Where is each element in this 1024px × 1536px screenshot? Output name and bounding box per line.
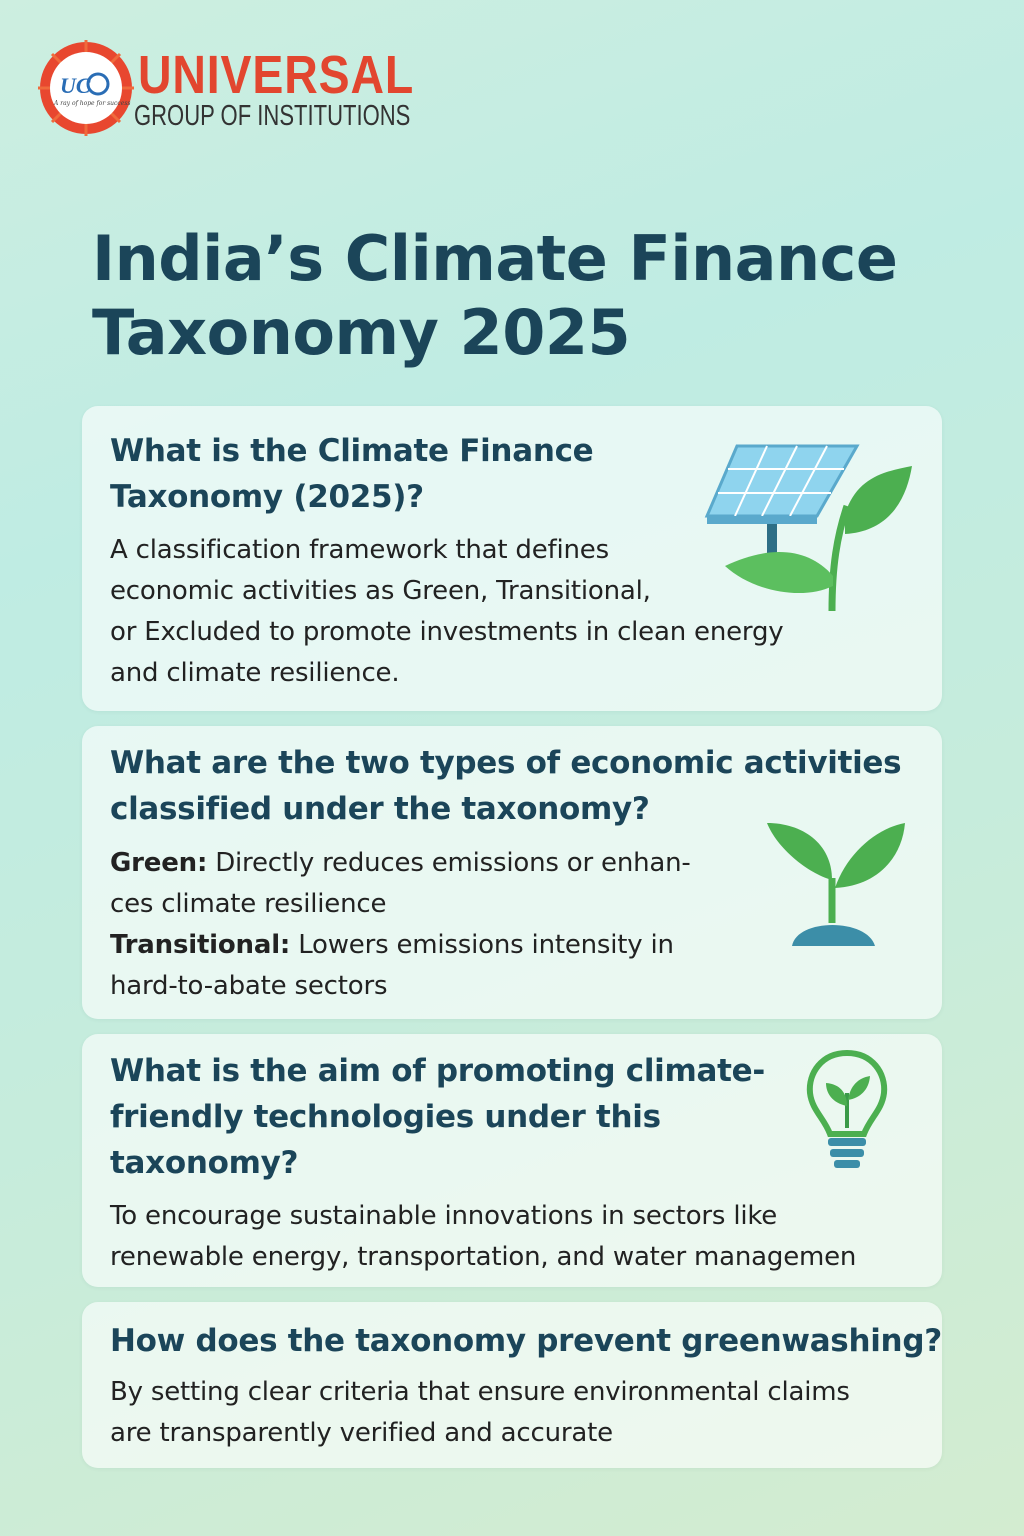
brand-name: UNIVERSAL	[138, 45, 415, 105]
card-greenwashing	[82, 1302, 942, 1468]
transitional-text-cont: hard-to-abate sectors	[110, 971, 388, 1001]
answer-line: or Excluded to promote investments in clean energy	[110, 617, 784, 647]
sprout-icon	[752, 818, 912, 948]
green-label: Green:	[110, 848, 208, 878]
badge-text: UC	[60, 73, 91, 98]
answer-line: To encourage sustainable innovations in sectors like	[110, 1201, 778, 1231]
answer-line: and climate resilience.	[110, 658, 400, 688]
sun-badge-icon	[38, 40, 134, 136]
green-text-cont: ces climate resilience	[110, 889, 387, 919]
answer-line: renewable energy, transportation, and water managemen	[110, 1242, 857, 1272]
question-line: How does the taxonomy prevent greenwashing?	[110, 1323, 942, 1359]
card-question	[110, 1048, 765, 1186]
card-question	[110, 428, 593, 520]
question-line: classified under the taxonomy?	[110, 791, 650, 827]
card-answer	[110, 530, 783, 694]
green-text: Directly reduces emissions or enhan-	[207, 848, 691, 878]
card-answer	[110, 843, 691, 1007]
badge-tagline: A ray of hope for success	[54, 100, 131, 107]
lightbulb-plant-icon	[800, 1048, 894, 1178]
card-activity-types	[82, 726, 942, 1019]
question-line: What is the aim of promoting climate-	[110, 1053, 765, 1089]
card-answer	[110, 1372, 850, 1454]
transitional-text: Lowers emissions intensity in	[290, 930, 674, 960]
question-line: friendly technologies under this	[110, 1099, 661, 1135]
brand-subtitle: GROUP OF INSTITUTIONS	[134, 100, 411, 132]
answer-line: A classification framework that defines	[110, 535, 609, 565]
question-line: Taxonomy (2025)?	[110, 479, 424, 515]
answer-line: economic activities as Green, Transitional,	[110, 576, 651, 606]
answer-line: By setting clear criteria that ensure environmental claims	[110, 1377, 850, 1407]
card-taxonomy-definition	[82, 406, 942, 711]
question-line: taxonomy?	[110, 1145, 299, 1181]
title-line-1: India’s Climate Finance	[92, 222, 898, 295]
transitional-label: Transitional:	[110, 930, 291, 960]
institution-logo	[38, 30, 415, 140]
answer-line: are transparently verified and accurate	[110, 1418, 613, 1448]
page-title	[92, 222, 992, 370]
question-line: What is the Climate Finance	[110, 433, 594, 469]
solar-panel-plant-icon	[702, 436, 912, 616]
question-line: What are the two types of economic activities	[110, 745, 902, 781]
card-answer	[110, 1196, 856, 1278]
title-line-2: Taxonomy 2025	[92, 296, 631, 369]
card-climate-technologies	[82, 1034, 942, 1287]
card-question	[110, 1318, 942, 1364]
